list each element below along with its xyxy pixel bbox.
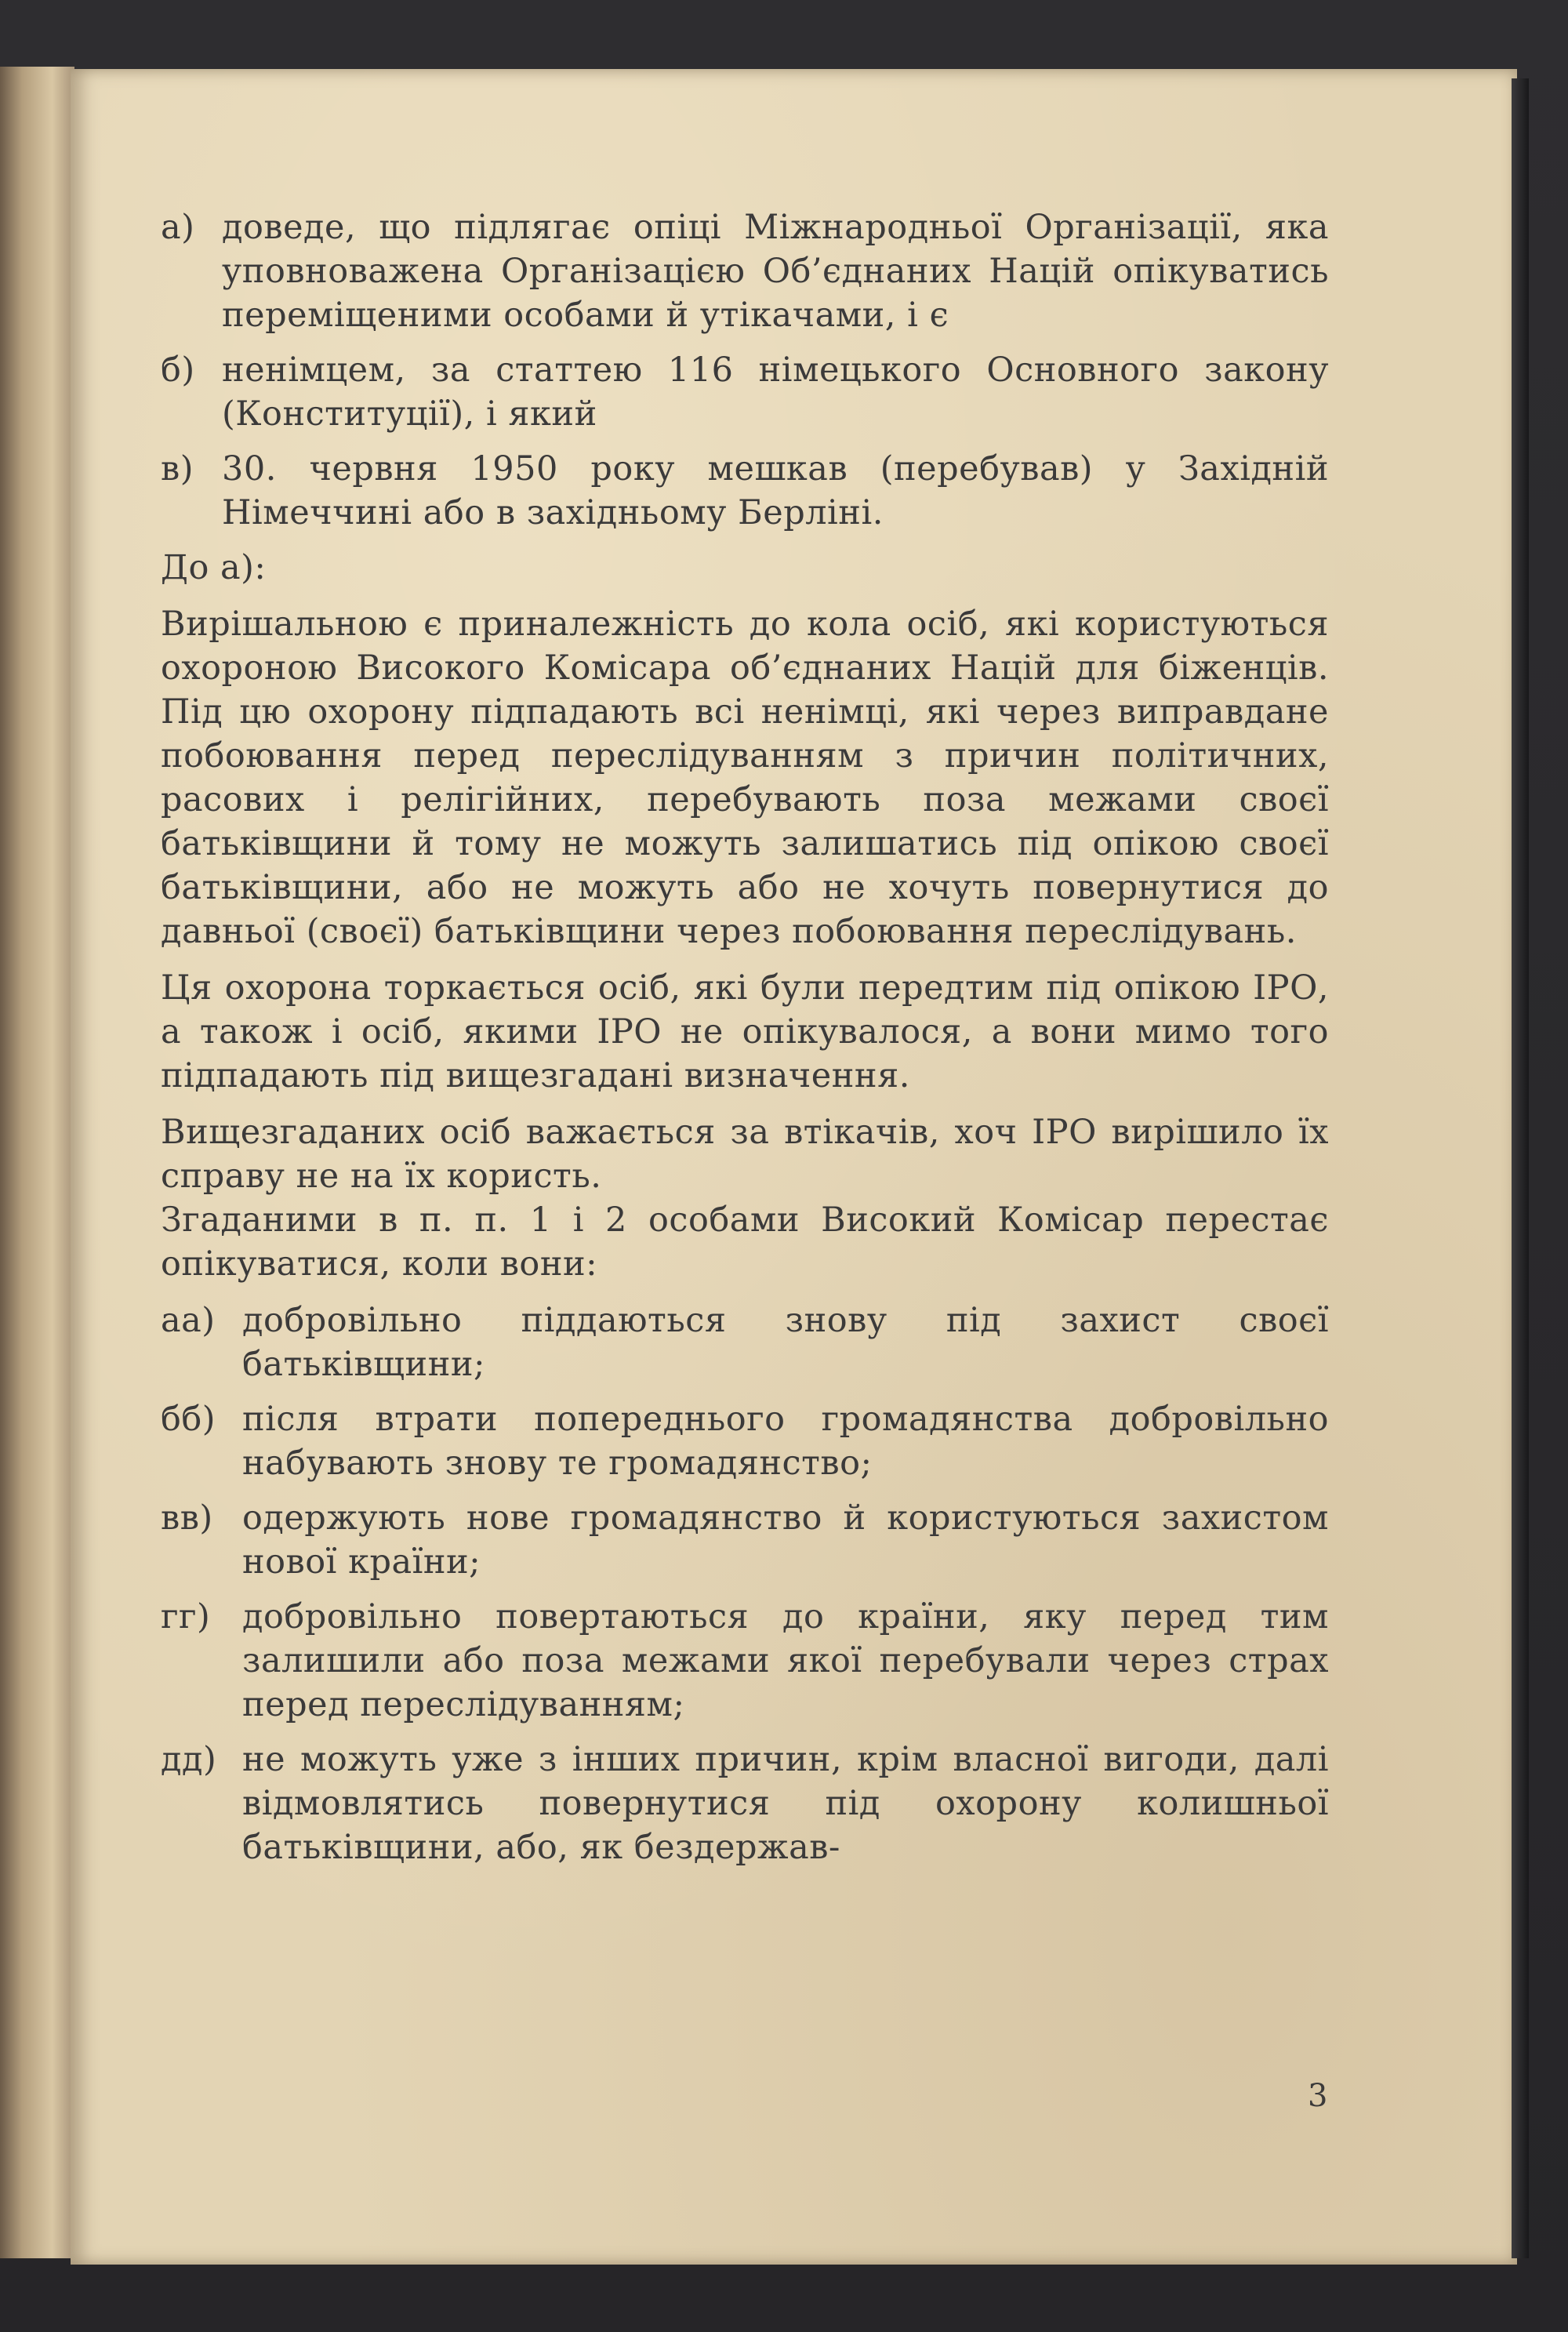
previous-page-edge <box>0 67 74 2258</box>
list-item-text: ненімцем, за статтею 116 німецького Основного закону (Конституції), і який <box>222 351 1329 434</box>
page-binding-edge <box>1512 78 1529 2258</box>
section-heading: До а): <box>161 548 267 587</box>
list-marker: вв) <box>161 1498 213 1538</box>
paragraph-refugee-status: Вищезгаданих осіб важається за втікачів, хоч ІРО вирішило їх справу не на їх користь. <box>161 1113 1329 1196</box>
list-marker: бб) <box>161 1400 216 1439</box>
list-item-text: добровільно повертаються до країни, яку перед тим залишили або поза межами якої перебували через страх перед переслідуванням; <box>242 1597 1329 1724</box>
list-marker: в) <box>161 449 194 489</box>
list-item-a <box>161 205 1329 337</box>
list-item-aa <box>161 1299 1329 1386</box>
page-text <box>161 205 1329 1880</box>
list-item-text: після втрати попереднього громадянства добровільно набувають знову те громадянство; <box>242 1400 1329 1483</box>
list-item-text: одержують нове громадянство й користуються захистом нової країни; <box>242 1498 1329 1582</box>
paragraph-refugee-definition: Вирішальною є приналежність до кола осіб, які користуються охороною Високого Комісара об’єднаних Націй для біженців. Під цю охорону підпадають всі ненімці, які через виправдане побоювання перед переслідуванням з причин політичних, расових і релігійних, перебувають поза межами своєї батьківщини й тому не можуть залишатись під опікою своєї батьківщини, або не можуть або не хочуть повернутися до давньої (своєї) батьківщини через побоювання переслідувань. <box>161 605 1329 951</box>
list-item-gg <box>161 1595 1329 1727</box>
page-number: 3 <box>1308 2078 1328 2114</box>
list-item-text: доведе, що підлягає опіці Міжнародньої Організації, яка уповноважена Організацією Об’єднаних Націй опікуватись переміщеними особами й утікачами, і є <box>222 208 1329 335</box>
list-item-text: добровільно піддаються знову під захист своєї батьківщини; <box>242 1301 1329 1384</box>
paragraph-cessation-intro: Згаданими в п. п. 1 і 2 особами Високий Комісар перестає опікуватися, коли вони: <box>161 1201 1329 1284</box>
list-marker: гг) <box>161 1597 211 1636</box>
list-marker: аа) <box>161 1301 216 1340</box>
list-item-v <box>161 447 1329 535</box>
list-marker: а) <box>161 208 195 247</box>
list-item-dd <box>161 1738 1329 1869</box>
list-item-text: не можуть уже з інших причин, крім власної вигоди, далі відмовлятись повернутися під охорону колишньої батьківщини, або, як бездержав- <box>242 1740 1329 1867</box>
list-item-bb <box>161 1397 1329 1485</box>
list-item-text: 30. червня 1950 року мешкав (перебував) у Західній Німеччині або в західньому Берліні. <box>222 449 1329 532</box>
list-item-b <box>161 348 1329 436</box>
paragraph-iro-protection: Ця охорона торкається осіб, які були передтим під опікою ІРО, а також і осіб, якими ІРО не опікувалося, а вони мимо того підпадають під вищезгадані визначення. <box>161 968 1329 1095</box>
list-item-vv <box>161 1496 1329 1584</box>
list-marker: дд) <box>161 1740 217 1779</box>
list-marker: б) <box>161 351 195 390</box>
